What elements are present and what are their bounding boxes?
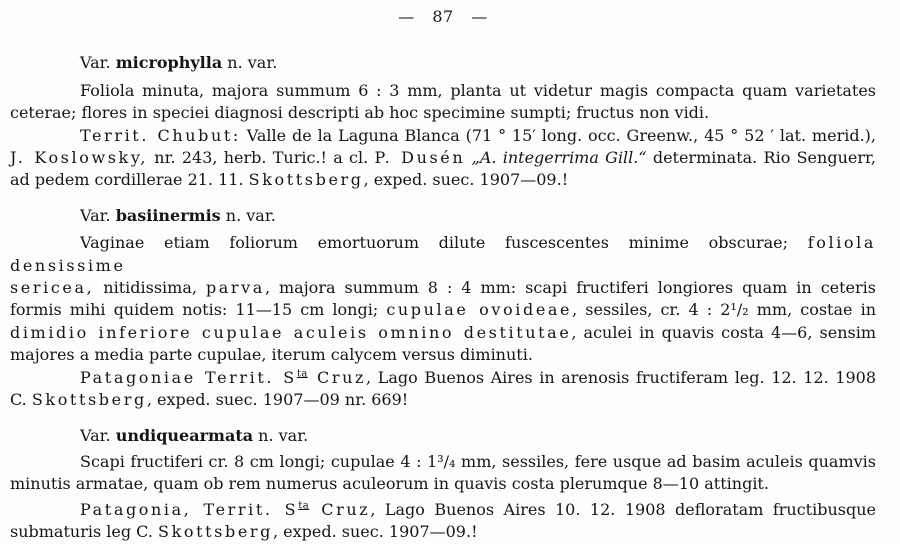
text-segment: , sessiles, cr. 4 : 2¹/₂ mm, costae in <box>572 300 877 320</box>
text-segment: n. var. <box>253 425 309 445</box>
section-var-microphylla <box>10 52 876 191</box>
text-line <box>10 125 876 147</box>
text-segment: foliola densissime <box>10 233 876 275</box>
text-segment: Skottsberg <box>31 390 147 410</box>
text-segment: , exped. suec. 1907—09.! <box>273 522 478 542</box>
text-segment: Skottsberg <box>158 522 273 542</box>
text-segment: majores a media parte cupulae, iterum calycem versus diminuti. <box>10 345 533 365</box>
text-line <box>10 451 876 473</box>
text-segment: Scapi fructiferi cr. 8 cm longi; cupulae 4 : 1³/₄ mm, sessiles, fere usque ad basim aculeis quamvis <box>80 451 876 471</box>
variety-heading-microphylla <box>10 52 876 74</box>
text-segment: minutis armatae, quam ob rem numerus aculeorum in quavis costa plerumque 8—10 attingit. <box>10 474 769 494</box>
text-segment: , majora summum 8 : 4 mm: scapi fructiferi longiores quam in ceteris <box>264 278 876 298</box>
text-segment: nr. 243, herb. Turic.! a cl. <box>148 148 375 168</box>
text-line <box>10 521 876 543</box>
variety-heading-undiquearmata <box>10 425 876 447</box>
text-segment: Var. <box>80 425 116 445</box>
text-segment: ta <box>296 368 308 380</box>
text-segment: , exped. suec. 1907—09.! <box>363 170 569 190</box>
text-segment: C. <box>10 390 32 410</box>
text-segment: Territ. Chubut: <box>80 125 241 145</box>
text-segment: Var. <box>80 53 116 73</box>
text-line <box>10 322 876 344</box>
text-segment: Patagonia, Territ. S <box>80 499 299 519</box>
text-segment: ta <box>298 500 310 512</box>
section-var-basiinermis <box>10 205 876 412</box>
text-segment: ceterae; flores in speciei diagnosi descripti ab hoc specimine sumpti; fructus non vidi. <box>10 103 710 123</box>
text-line <box>10 277 876 299</box>
text-segment: , Lago Buenos Aires in arenosis fructiferam leg. 12. 12. 1908 <box>366 367 876 387</box>
text-segment: Skottsberg <box>248 170 364 190</box>
page-number: — 87 — <box>398 7 488 26</box>
text-segment: determinata. Rio Senguerr, <box>646 148 876 168</box>
text-segment: , Lago Buenos Aires 10. 12. 1908 defloratam fructibusque <box>370 499 877 519</box>
text-segment: Patagoniae Territ. S <box>80 367 297 387</box>
text-segment: Var. <box>80 205 116 225</box>
text-line <box>10 232 876 277</box>
text-segment: , aculei in quavis costa 4—6, sensim <box>571 322 876 342</box>
text-segment: Cruz <box>309 499 371 519</box>
text-segment: dimidio inferiore cupulae aculeis omnino destitutae <box>10 322 572 342</box>
text-line <box>10 80 876 102</box>
text-line <box>10 389 876 411</box>
text-line <box>10 169 876 191</box>
text-segment: parva <box>205 278 265 298</box>
text-segment: „A. integerrima Gill.“ <box>471 148 647 168</box>
text-segment: nitidissima, <box>94 278 206 298</box>
text-segment: Valle de la Laguna Blanca (71 ° 15′ long. occ. Greenw., 45 ° 52 ′ lat. merid.), <box>240 125 876 145</box>
text-segment: n. var. <box>222 53 278 73</box>
text-segment: formis mihi quidem notis: 11—15 cm longi; <box>10 300 387 320</box>
text-segment: J. Koslowsky, <box>10 148 149 168</box>
text-line <box>10 299 876 321</box>
text-segment: , exped. suec. 1907—09 nr. 669! <box>146 390 409 410</box>
text-segment: Vaginae etiam foliorum emortuorum dilute fuscescentes minime obscurae; <box>80 233 808 253</box>
variety-heading-basiinermis <box>10 205 876 227</box>
text-line <box>10 367 876 389</box>
text-segment: microphylla <box>115 53 223 73</box>
text-segment: P. Dusén <box>374 148 466 168</box>
text-segment: undiquearmata <box>115 425 254 445</box>
text-line <box>10 344 876 366</box>
text-line <box>10 473 876 495</box>
text-segment: cupulae ovoideae <box>386 300 573 320</box>
text-segment: ad pedem cordillerae 21. 11. <box>10 170 249 190</box>
text-segment: submaturis leg C. <box>10 522 159 542</box>
section-var-undiquearmata <box>10 425 876 544</box>
text-segment: n. var. <box>220 205 276 225</box>
text-line <box>10 102 876 124</box>
text-segment: basiinermis <box>115 205 221 225</box>
text-segment: Cruz <box>307 367 367 387</box>
text-segment: Foliola minuta, majora summum 6 : 3 mm, planta ut videtur magis compacta quam varietates <box>80 80 876 100</box>
text-line <box>10 499 876 521</box>
text-line <box>10 147 876 169</box>
text-segment: sericea, <box>10 278 95 298</box>
